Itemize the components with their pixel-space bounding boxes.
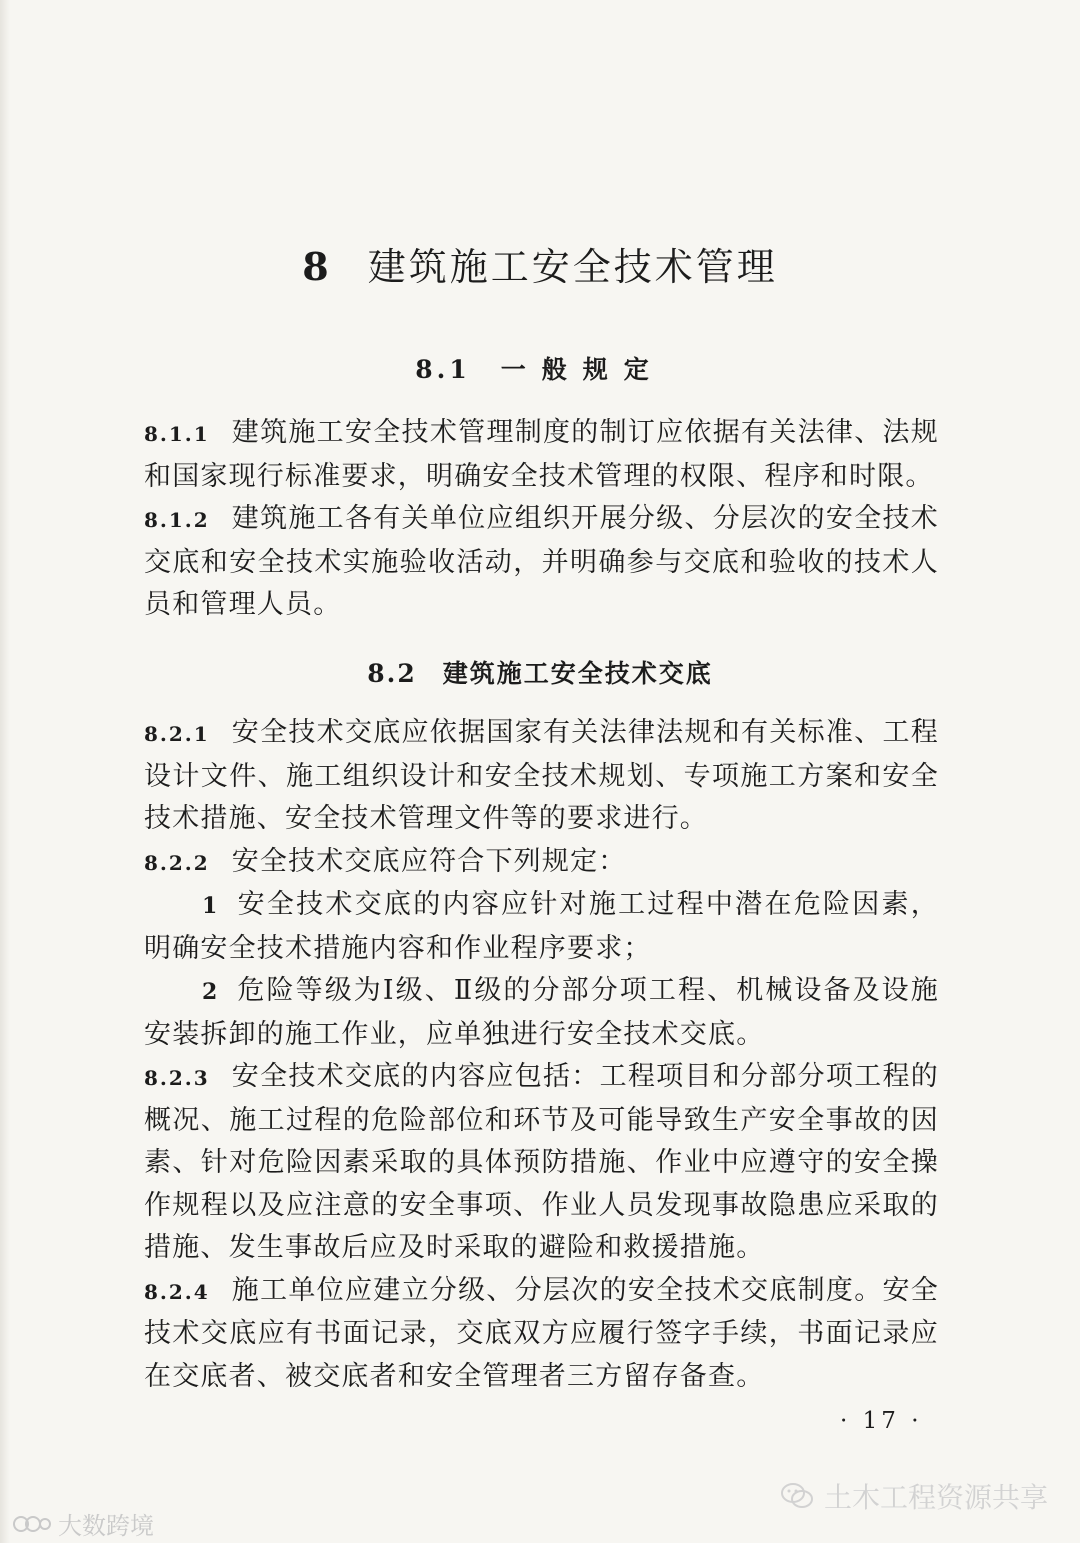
section-number: 8.2 bbox=[367, 659, 417, 688]
clause-text: 安全技术交底应依据国家有关法律法规和有关标准、工程设计文件、施工组织设计和安全技术规划、专项施工方案和安全技术措施、安全技术管理文件等的要求进行。 bbox=[144, 717, 939, 834]
page-number: · 17 · bbox=[840, 1408, 923, 1434]
clause-number: 8.2.4 bbox=[144, 1279, 210, 1304]
chapter-title bbox=[0, 236, 1080, 291]
clause-8-2-4 bbox=[144, 1270, 939, 1399]
chapter-number: 8 bbox=[302, 244, 332, 289]
clause-text: 建筑施工安全技术管理制度的制订应依据有关法律、法规和国家现行标准要求，明确安全技术管理的权限、程序和时限。 bbox=[144, 417, 939, 492]
clause-text: 施工单位应建立分级、分层次的安全技术交底制度。安全技术交底应有书面记录，交底双方应履行签字手续，书面记录应在交底者、被交底者和安全管理者三方留存备查。 bbox=[144, 1274, 939, 1392]
brand-logo-icon bbox=[12, 1512, 52, 1536]
item-number: 1 bbox=[202, 893, 219, 919]
watermark-left-text: 大数跨境 bbox=[58, 1512, 154, 1540]
watermark-brand bbox=[12, 1506, 154, 1541]
section-title-text: 建筑施工安全技术交底 bbox=[442, 659, 713, 688]
scan-edge bbox=[0, 0, 10, 1543]
clause-number: 8.1.2 bbox=[144, 508, 210, 532]
clause-text: 建筑施工各有关单位应组织开展分级、分层次的安全技术交底和安全技术实施验收活动，并明确参与交底和验收的技术人员和管理人员。 bbox=[144, 503, 939, 620]
item-text: 危险等级为Ⅰ级、Ⅱ级的分部分项工程、机械设备及设施安装拆卸的施工作业，应单独进行安全技术交底。 bbox=[144, 975, 939, 1050]
clause-8-1-2 bbox=[144, 498, 939, 627]
section-heading-8-2 bbox=[0, 654, 1080, 690]
section-number: 8.1 bbox=[415, 355, 471, 384]
list-item bbox=[144, 970, 939, 1056]
clause-text: 安全技术交底的内容应包括：工程项目和分部分项工程的概况、施工过程的危险部位和环节及可能导致生产安全事故的因素、针对危险因素采取的具体预防措施、作业中应遵守的安全操作规程以及应注意的安全事项、作业人员发现事故隐患应采取的措施、发生事故后应及时采取的避险和救援措施。 bbox=[144, 1061, 939, 1263]
watermark-account bbox=[780, 1476, 1048, 1516]
clause-number: 8.2.3 bbox=[144, 1066, 210, 1090]
clause-number: 8.2.2 bbox=[144, 850, 210, 875]
clause-8-2-2 bbox=[144, 841, 939, 885]
list-item bbox=[144, 884, 939, 970]
clause-8-2-1 bbox=[144, 712, 939, 841]
chapter-title-text: 建筑施工安全技术管理 bbox=[367, 245, 778, 289]
clause-8-2-3 bbox=[144, 1056, 939, 1270]
item-number: 2 bbox=[202, 979, 219, 1005]
wechat-icon bbox=[780, 1481, 814, 1511]
watermark-right-text: 土木工程资源共享 bbox=[824, 1481, 1049, 1514]
clause-text: 安全技术交底应符合下列规定： bbox=[231, 845, 627, 877]
section-title-text: 一般规定 bbox=[500, 355, 665, 384]
item-text: 安全技术交底的内容应针对施工过程中潜在危险因素，明确安全技术措施内容和作业程序要求； bbox=[144, 889, 939, 964]
section-body-8-2 bbox=[144, 712, 939, 1398]
clause-8-1-1 bbox=[144, 412, 939, 498]
section-heading-8-1 bbox=[0, 350, 1080, 386]
section-body-8-1 bbox=[144, 412, 939, 627]
clause-number: 8.1.1 bbox=[144, 422, 210, 446]
clause-number: 8.2.1 bbox=[144, 722, 210, 746]
